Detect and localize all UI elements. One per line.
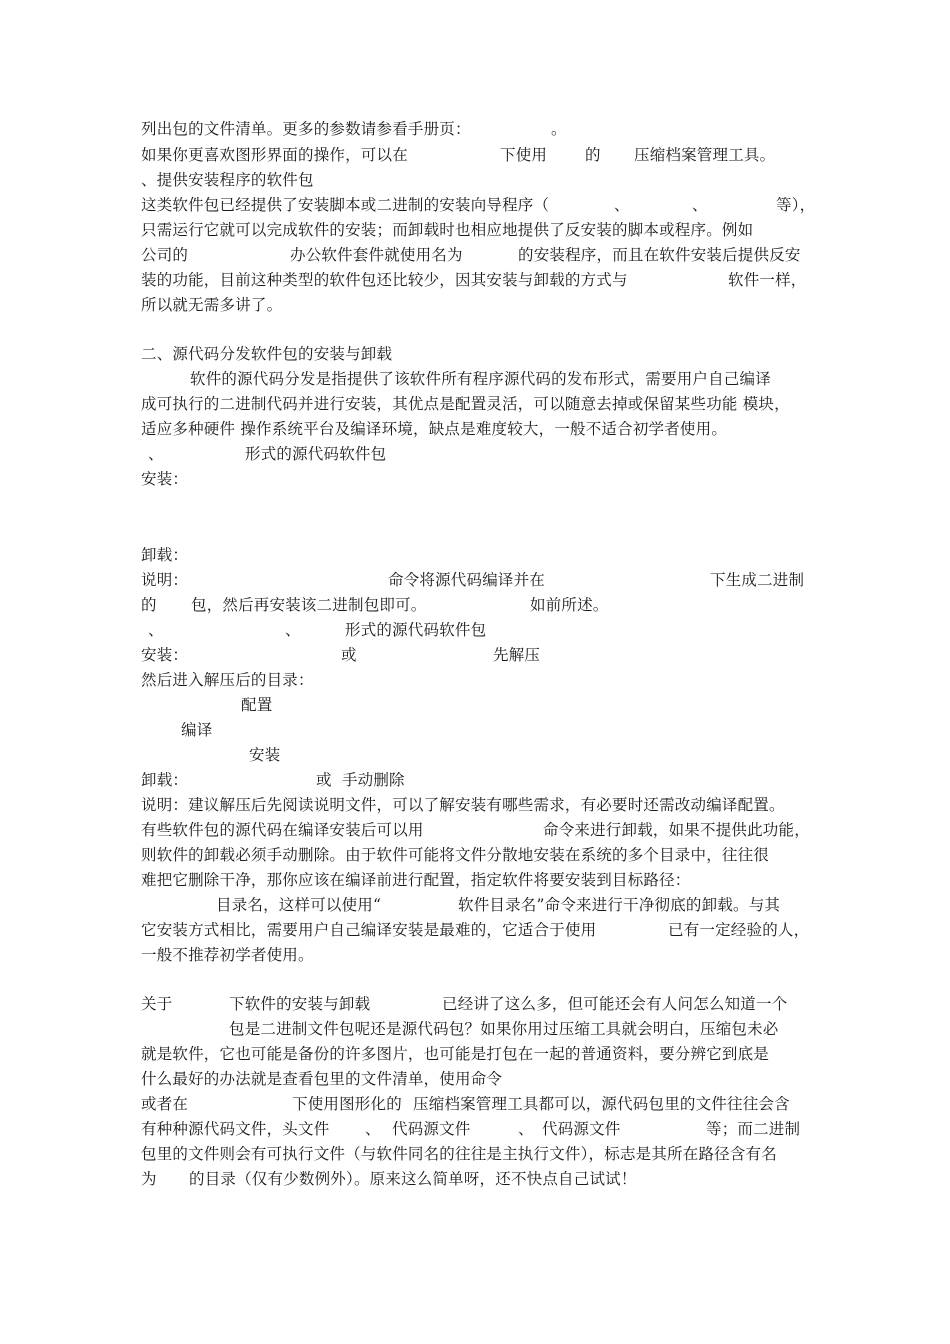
text-line: 则软件的卸载必须手动删除。由于软件可能将文件分散地安装在系统的多个目录中，往往很 bbox=[141, 846, 770, 864]
text-line: 软件的源代码分发是指提供了该软件所有程序源代码的发布形式，需要用户自己编译 bbox=[190, 370, 771, 388]
text-line: 目录名，这样可以使用“ bbox=[216, 896, 382, 914]
text-line: 包，然后再安装该二进制包即可。 bbox=[191, 596, 427, 614]
text-line: 适应多种硬件 操作系统平台及编译环境，缺点是难度较大，一般不适合初学者使用。 bbox=[141, 420, 728, 438]
text-line: 办公软件套件就使用名为 bbox=[290, 246, 463, 264]
text-line: 压缩档案管理工具都可以，源代码包里的文件往往会含 bbox=[413, 1095, 790, 1113]
text-line: 、 bbox=[692, 196, 708, 214]
text-line: 说明：建议解压后先阅读说明文件，可以了解安装有哪些需求，有必要时还需改动编译配置。 bbox=[141, 796, 785, 814]
text-line: 这类软件包已经提供了安装脚本或二进制的安装向导程序（ bbox=[141, 196, 550, 214]
text-line: 有些软件包的源代码在编译安装后可以用 bbox=[141, 821, 424, 839]
text-line: 的 bbox=[585, 146, 601, 164]
text-line: 、 bbox=[614, 196, 630, 214]
text-line: 。 bbox=[551, 120, 567, 138]
section-heading: 、提供安装程序的软件包 bbox=[141, 171, 314, 189]
subsection-heading: 形式的源代码软件包 bbox=[345, 621, 487, 639]
step-compile: 编译 bbox=[181, 721, 213, 739]
text-line: 、 bbox=[365, 1120, 381, 1138]
subsection-heading: 、 bbox=[148, 445, 164, 463]
subsection-heading: 形式的源代码软件包 bbox=[245, 445, 387, 463]
text-line: 下软件的安装与卸载 bbox=[229, 995, 371, 1013]
text-line: 的 bbox=[141, 596, 157, 614]
text-line: 一般不推荐初学者使用。 bbox=[141, 946, 314, 964]
text-line: 下使用图形化的 bbox=[292, 1095, 402, 1113]
text-line: 命令来进行卸载，如果不提供此功能， bbox=[543, 821, 810, 839]
text-line: 或 bbox=[341, 646, 357, 664]
text-line: 下使用 bbox=[500, 146, 548, 164]
step-configure: 配置 bbox=[241, 696, 273, 714]
uninstall-label: 卸载： bbox=[141, 546, 189, 564]
subsection-heading: 、 bbox=[148, 621, 164, 639]
text-line: 或 手动删除 bbox=[316, 771, 405, 789]
text-line: 它安装方式相比，需要用户自己编译安装是最难的，它适合于使用 bbox=[141, 921, 597, 939]
install-label: 安装： bbox=[141, 470, 189, 488]
text-line: 什么最好的办法就是查看包里的文件清单，使用命令 bbox=[141, 1070, 503, 1088]
text-line: 的安装程序，而且在软件安装后提供反安 bbox=[518, 246, 801, 264]
text-line: 等；而二进制 bbox=[706, 1120, 801, 1138]
text-line: 软件一样， bbox=[728, 271, 807, 289]
text-line: 为 bbox=[141, 1170, 157, 1188]
text-line: 等）， bbox=[776, 196, 816, 214]
text-line: 关于 bbox=[141, 995, 173, 1013]
text-line: 包是二进制文件包呢还是源代码包？如果你用过压缩工具就会明白，压缩包未必 bbox=[229, 1020, 779, 1038]
text-line: 软件目录名”命令来进行干净彻底的卸载。与其 bbox=[458, 896, 781, 914]
step-install: 安装 bbox=[249, 746, 281, 764]
text-line: 装的功能，目前这种类型的软件包还比较少，因其安装与卸载的方式与 bbox=[141, 271, 628, 289]
text-line: 包里的文件则会有可执行文件（与软件同名的往往是主执行文件），标志是其所在路径含有名 bbox=[141, 1145, 777, 1163]
section-title: 二、源代码分发软件包的安装与卸载 bbox=[141, 345, 393, 363]
text-line: 列出包的文件清单。更多的参数请参看手册页： bbox=[141, 120, 471, 138]
text-line: 如前所述。 bbox=[530, 596, 609, 614]
text-line: 压缩档案管理工具。 bbox=[634, 146, 776, 164]
text-line: 已经讲了这么多，但可能还会有人问怎么知道一个 bbox=[442, 995, 788, 1013]
text-line: 已有一定经验的人， bbox=[668, 921, 810, 939]
subsection-heading: 、 bbox=[285, 621, 301, 639]
text-line: 命令将源代码编译并在 bbox=[388, 571, 546, 589]
install-label: 安装： bbox=[141, 646, 189, 664]
text-line: 如果你更喜欢图形界面的操作，可以在 bbox=[141, 146, 408, 164]
text-line: 只需运行它就可以完成软件的安装；而卸载时也相应地提供了反安装的脚本或程序。例如 bbox=[141, 221, 754, 239]
text-line: 公司的 bbox=[141, 246, 189, 264]
text-line: 、 bbox=[518, 1120, 534, 1138]
text-line: 有种种源代码文件，头文件 bbox=[141, 1120, 330, 1138]
text-line: 或者在 bbox=[141, 1095, 189, 1113]
text-line: 就是软件，它也可能是备份的许多图片，也可能是打包在一起的普通资料，要分辨它到底是 bbox=[141, 1045, 770, 1063]
text-line: 然后进入解压后的目录： bbox=[141, 671, 314, 689]
text-line: 代码源文件 bbox=[392, 1120, 471, 1138]
text-line: 的目录（仅有少数例外）。原来这么简单呀，还不快点自己试试！ bbox=[189, 1170, 637, 1188]
uninstall-label: 卸载： bbox=[141, 771, 189, 789]
text-line: 所以就无需多讲了。 bbox=[141, 296, 283, 314]
text-line: 说明： bbox=[141, 571, 189, 589]
text-line: 代码源文件 bbox=[542, 1120, 621, 1138]
text-line: 成可执行的二进制代码并进行安装，其优点是配置灵活，可以随意去掉或保留某些功能 模块， bbox=[141, 395, 790, 413]
text-line: 下生成二进制 bbox=[710, 571, 805, 589]
text-line: 先解压 bbox=[493, 646, 541, 664]
text-line: 难把它删除干净，那你应该在编译前进行配置，指定软件将要安装到目标路径： bbox=[141, 871, 691, 889]
